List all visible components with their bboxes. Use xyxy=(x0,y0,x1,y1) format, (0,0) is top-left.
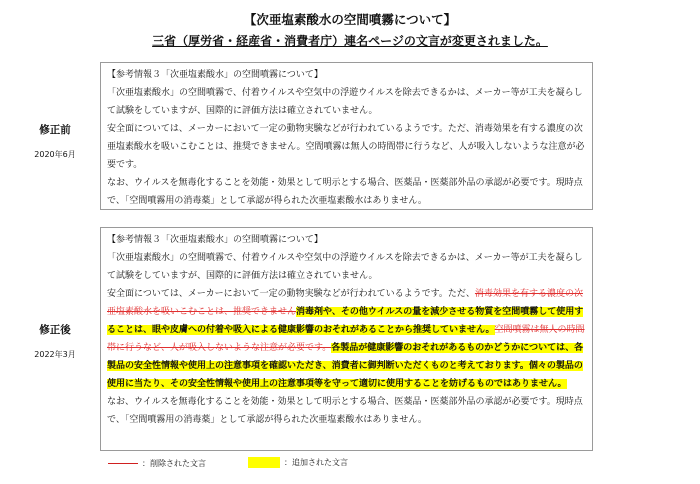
after-paragraph-2-kept: 安全面については、メーカーにおいて一定の動物実験などが行われているようです。ただ、 xyxy=(107,289,475,299)
before-heading: 【参考情報３「次亜塩素酸水」の空間噴霧について】 xyxy=(107,70,323,80)
deleted-text-1: 消毒効果を有する濃度の次亜塩素酸水を吸いこむことは、推奨できません xyxy=(107,289,583,317)
added-text-1: 消毒剤や、その他ウイルスの量を減少させる物質を空間噴霧して使用することは、眼や皮膚への付着や吸入による健康影響のおそれがあることから推奨していません。 xyxy=(107,307,584,335)
subtitle-text: 三省（厚労省・経産省・消費者庁）連名ページの文言が変更されました。 xyxy=(152,34,548,48)
after-label: 修正後 xyxy=(39,324,71,336)
red-line-swatch xyxy=(108,463,138,464)
after-date: 2022年3月 xyxy=(34,350,76,359)
before-text-box xyxy=(100,62,593,210)
legend-deleted xyxy=(108,458,206,469)
document-title: 【次亜塩素酸水の空間噴霧について】 xyxy=(243,12,457,27)
legend-added xyxy=(248,457,348,468)
after-paragraph-3: なお、ウイルスを無毒化することを効能・効果として明示とする場合、医薬品・医薬部外品の承認が必要です。現時点で、「空間噴霧用の消毒薬」として承認が得られた次亜塩素酸水はありません。 xyxy=(107,397,583,425)
after-label-group xyxy=(14,322,96,360)
legend-added-label: ：追加された文言 xyxy=(284,458,348,467)
after-paragraph-1: 「次亜塩素酸水」の空間噴霧で、付着ウイルスや空気中の浮遊ウイルスを除去できるかは、メーカー等が工夫を凝らして試験をしていますが、国際的に評価方法は確立されていません。 xyxy=(107,253,583,281)
deleted-text-2: 空間噴霧は無人の時間帯に行うなど、人が吸入しないような注意が必要です。 xyxy=(107,325,585,353)
after-heading: 【参考情報３「次亜塩素酸水」の空間噴霧について】 xyxy=(107,235,323,245)
before-date: 2020年6月 xyxy=(34,150,76,159)
yellow-swatch xyxy=(248,457,280,468)
before-label: 修正前 xyxy=(39,124,71,136)
legend-deleted-label: ：削除された文言 xyxy=(142,459,206,468)
before-paragraph-2: 安全面については、メーカーにおいて一定の動物実験などが行われているようです。ただ、消毒効果を有する濃度の次亜塩素酸水を吸いこむことは、推奨できません。空間噴霧は無人の時間帯に行うなど、人が吸入しないような注意が必要です。 xyxy=(107,124,585,170)
before-label-group xyxy=(14,122,96,160)
after-text-box xyxy=(100,227,593,451)
before-paragraph-3: なお、ウイルスを無毒化することを効能・効果として明示とする場合、医薬品・医薬部外品の承認が必要です。現時点で、「空間噴霧用の消毒薬」として承認が得られた次亜塩素酸水はありません。 xyxy=(107,178,583,206)
document-subtitle xyxy=(0,32,700,49)
after-paragraph-2 xyxy=(107,285,586,393)
before-paragraph-1: 「次亜塩素酸水」の空間噴霧で、付着ウイルスや空気中の浮遊ウイルスを除去できるかは、メーカー等が工夫を凝らして試験をしていますが、国際的に評価方法は確立されていません。 xyxy=(107,88,583,116)
added-text-2: 各製品が健康影響のおそれがあるものかどうかについては、各製品の安全性情報や使用上の注意事項を確認いただき、消費者に御判断いただくものと考えております。個々の製品の使用に当たり、その安全性情報や使用上の注意事項等を守って適切に使用することを妨げるものではありません。 xyxy=(107,343,584,389)
